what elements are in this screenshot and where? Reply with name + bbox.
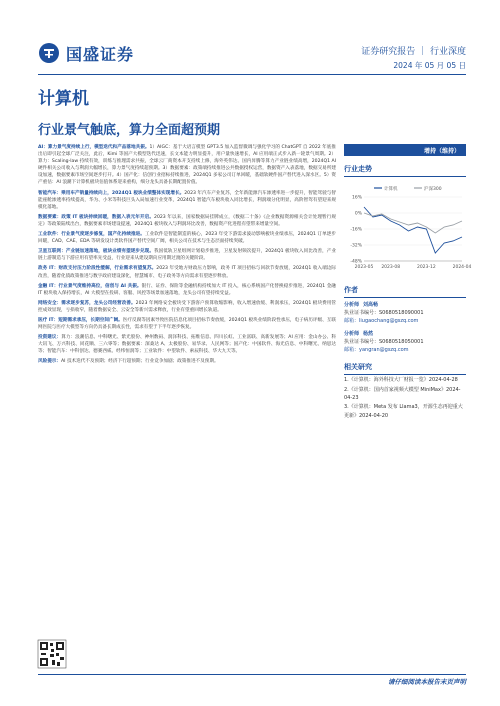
- company-logo: [38, 40, 158, 66]
- analyst-block: [344, 301, 466, 354]
- related-section-title: 相关研究: [344, 362, 466, 375]
- analyst-email[interactable]: 邮箱：yangran@gszq.com: [344, 347, 409, 354]
- analyst-role: 分析师: [344, 302, 360, 308]
- analyst-cert: 执业证书编号：S0680518050001: [344, 338, 424, 345]
- related-report-link[interactable]: 1.《计算机：海外科技大厂财报一览》2024-04-28: [344, 377, 458, 384]
- sidebar: [344, 144, 472, 420]
- paragraph: 风险提示：AI 技术迭代不及预期；经济下行超预期；行业竞争加剧；政策推进不及预期。: [38, 359, 219, 365]
- x-tick-label: 2023-05: [354, 265, 374, 270]
- analyst-cert: 执业证书编号：S0680518090001: [344, 310, 424, 317]
- series-line-1: [364, 207, 462, 253]
- paragraph: 智能汽车：乘用车产销量持续向上，2024Q1 板块业绩整体实现增长。2023 年汽车产业复苏，全年新能源汽车渗透率进一步提升，智能驾驶与智能座舱渗透率持续提高，华为、小米等科技巨头入局加速行业变革，2024Q1 智能汽车板块收入同比增长，利润端分化明显，高阶智驾有望迎来规模化落地。: [38, 190, 336, 210]
- analyst-email[interactable]: 邮箱：liugaochang@gszq.com: [344, 318, 419, 325]
- paragraph: 数据要素：政策 IT 板块持续回暖，数据入表元年开启。2023 年以来，国家数据局挂牌成立，《数据二十条》《企业数据资源相关会计处理暂行规定》等政策陆续出台，数据要素市场建设提速，2024Q1 板块收入与利润环比改善，数据资产化进程有望带来增量空间。: [38, 214, 336, 227]
- related-report-link[interactable]: 3.《计算机：Meta 发布 Llama3，开源生态再迎重大更新》2024-04-20: [344, 404, 463, 419]
- header-divider: [38, 74, 466, 75]
- x-tick-label: 2023-12: [416, 265, 436, 270]
- paragraph: 政务 IT：财政支付压力阶段性缓解，行业需求有望复苏。2023 年受地方财政压力影响，政务 IT 项目招标与回款节奏放缓，2024Q1 收入端边际改善，随着化债政策推进与数字政府建设深化，智慧城市、电子政务等方向需求有望逐步释放。: [38, 266, 336, 279]
- x-tick-label: 2024-04: [452, 265, 472, 270]
- legend-label: 计算机: [384, 186, 398, 192]
- paragraph: 医疗 IT：短期需求承压，长期空间广阔。医疗反腐等因素导致医院信息化项目招标节奏放缓，2024Q1 板块业绩阶段性承压，电子病历评级、互联网医院与医疗大模型等方向仍具备长期成长性，需求有望于下半年逐步恢复。: [38, 317, 336, 331]
- main-text-column: [38, 144, 336, 369]
- analyst-name: 刘高畅: [363, 302, 379, 308]
- trend-section-title: 行业走势: [344, 164, 466, 177]
- analyst-name: 杨然: [363, 330, 374, 337]
- footer-divider: [38, 674, 466, 675]
- disclaimer-note: 请仔细阅读本报告末页声明: [388, 678, 466, 686]
- company-logo-icon: [38, 42, 60, 64]
- paragraph: 金融 IT：行业景气度维持高位，信创与 AI 共振。银行、证券、保险等金融机构持续加大 IT 投入，核心系统国产化替换稳步推进，2024Q1 金融 IT 板块收入保持增长，AI 大模型在投研、客服、风控等场景加速落地，龙头公司有望持续受益。: [38, 283, 336, 296]
- rating-badge: 增持（维持）: [344, 144, 466, 156]
- company-name: 国盛证券: [66, 44, 135, 64]
- paragraph: 投资建议：算力：浪潮信息、中科曙光、紫光股份、神州数码、润泽科技、拓维信息、四川长虹、工业富联、高新发展等；AI 应用：金山办公、科大讯飞、万兴科技、同花顺、三六零等；数据要素：深桑达 A、太极股份、易华录、人民网等；国产化：中国软件、海光信息、中科曙光、纳思达等；智能汽车：中科创达、德赛西威、经纬恒润等；工业软件：中望软件、索辰科技、华大九天等。: [38, 335, 336, 355]
- y-tick-label: -32%: [350, 243, 362, 249]
- y-tick-label: -16%: [350, 227, 362, 233]
- y-tick-label: 0%: [354, 211, 362, 217]
- report-headline: 行业景气触底，算力全面超预期: [38, 123, 221, 138]
- y-tick-label: -48%: [350, 259, 362, 265]
- industry-trend-chart: [344, 181, 472, 273]
- legend-label: 沪深300: [424, 186, 442, 192]
- x-tick-label: 2023-08: [381, 265, 401, 270]
- paragraph: 网络安全：需求逐步复苏，龙头公司经营改善。2023 年网络安全板块受下游客户预算收缩影响，收入增速放缓、利润承压，2024Q1 板块费用管控成效显现，亏损收窄，随着数据安全、云安全等新兴需求释放，行业有望重回增长轨道。: [38, 300, 336, 313]
- analyst-section-title: 作者: [344, 285, 466, 298]
- industry-title: 计算机: [38, 89, 89, 109]
- related-report-link[interactable]: 2.《计算机：国内首家视频大模型 MiniMax》2024-04-23: [344, 386, 461, 402]
- y-tick-label: 16%: [351, 195, 362, 201]
- paragraph: 工业软件：行业景气度逐步修复，国产化持续推进。工业软件是智能制造的核心，2023 年受下游需求波动影响板块业绩承压，2024Q1 订单逐步回暖，CAD、CAE、EDA 等研发设计类软件国产替代空间广阔，相关公司在技术与生态层面持续突破。: [38, 232, 336, 245]
- report-type: 证券研究报告 ｜ 行业深度: [361, 47, 466, 57]
- paragraph: AI：算力景气度持续上行，模型迭代和产品落地共振。1）AIGC：基于大语言模型 GPT3.5 加入监督微调与强化学习的 ChatGPT 自 2022 年底推出后即引起全球广泛关注，此后，Kimi 等国产大模型迭代迅速，长文本能力明显提升，用户量快速增长，AI 应用端正式步入新一轮景气周期。2）算力：Scaling-law 持续有效，训练与推理需求共振，全球云厂商资本开支持续上修，海外英伟达、国内昇腾等算力产业链业绩高增，2024Q1 AI 硬件相关公司收入与利润大幅增长，算力景气度持续超预期。3）数据要素：政策端持续推进公共数据授权运营，数据资产入表落地，数据交易所建设加速，数据要素市场空间逐步打开。4）国产化：信创行业招标持续推进，2024Q1 多家公司订单回暖，基础软硬件国产替代进入深水区。5）资产重估：AI 浪潮下计算机板块估值体系迎来重构，细分龙头具备长期配置价值。: [38, 145, 336, 186]
- paragraph: 卫星互联网：产业链加速落地，板块业绩有望逐步兑现。我国低轨卫星组网计划稳步推进，卫星发射频次提升，2024Q1 板块收入同比改善，产业链上游制造与下游应用有望率先受益，行业迎来从建设期向应用期过渡的关键阶段。: [38, 249, 336, 262]
- analyst-role: 分析师: [344, 330, 360, 337]
- report-date: 2024 年 05 月 05 日: [393, 61, 466, 70]
- qr-code-icon: [38, 640, 66, 668]
